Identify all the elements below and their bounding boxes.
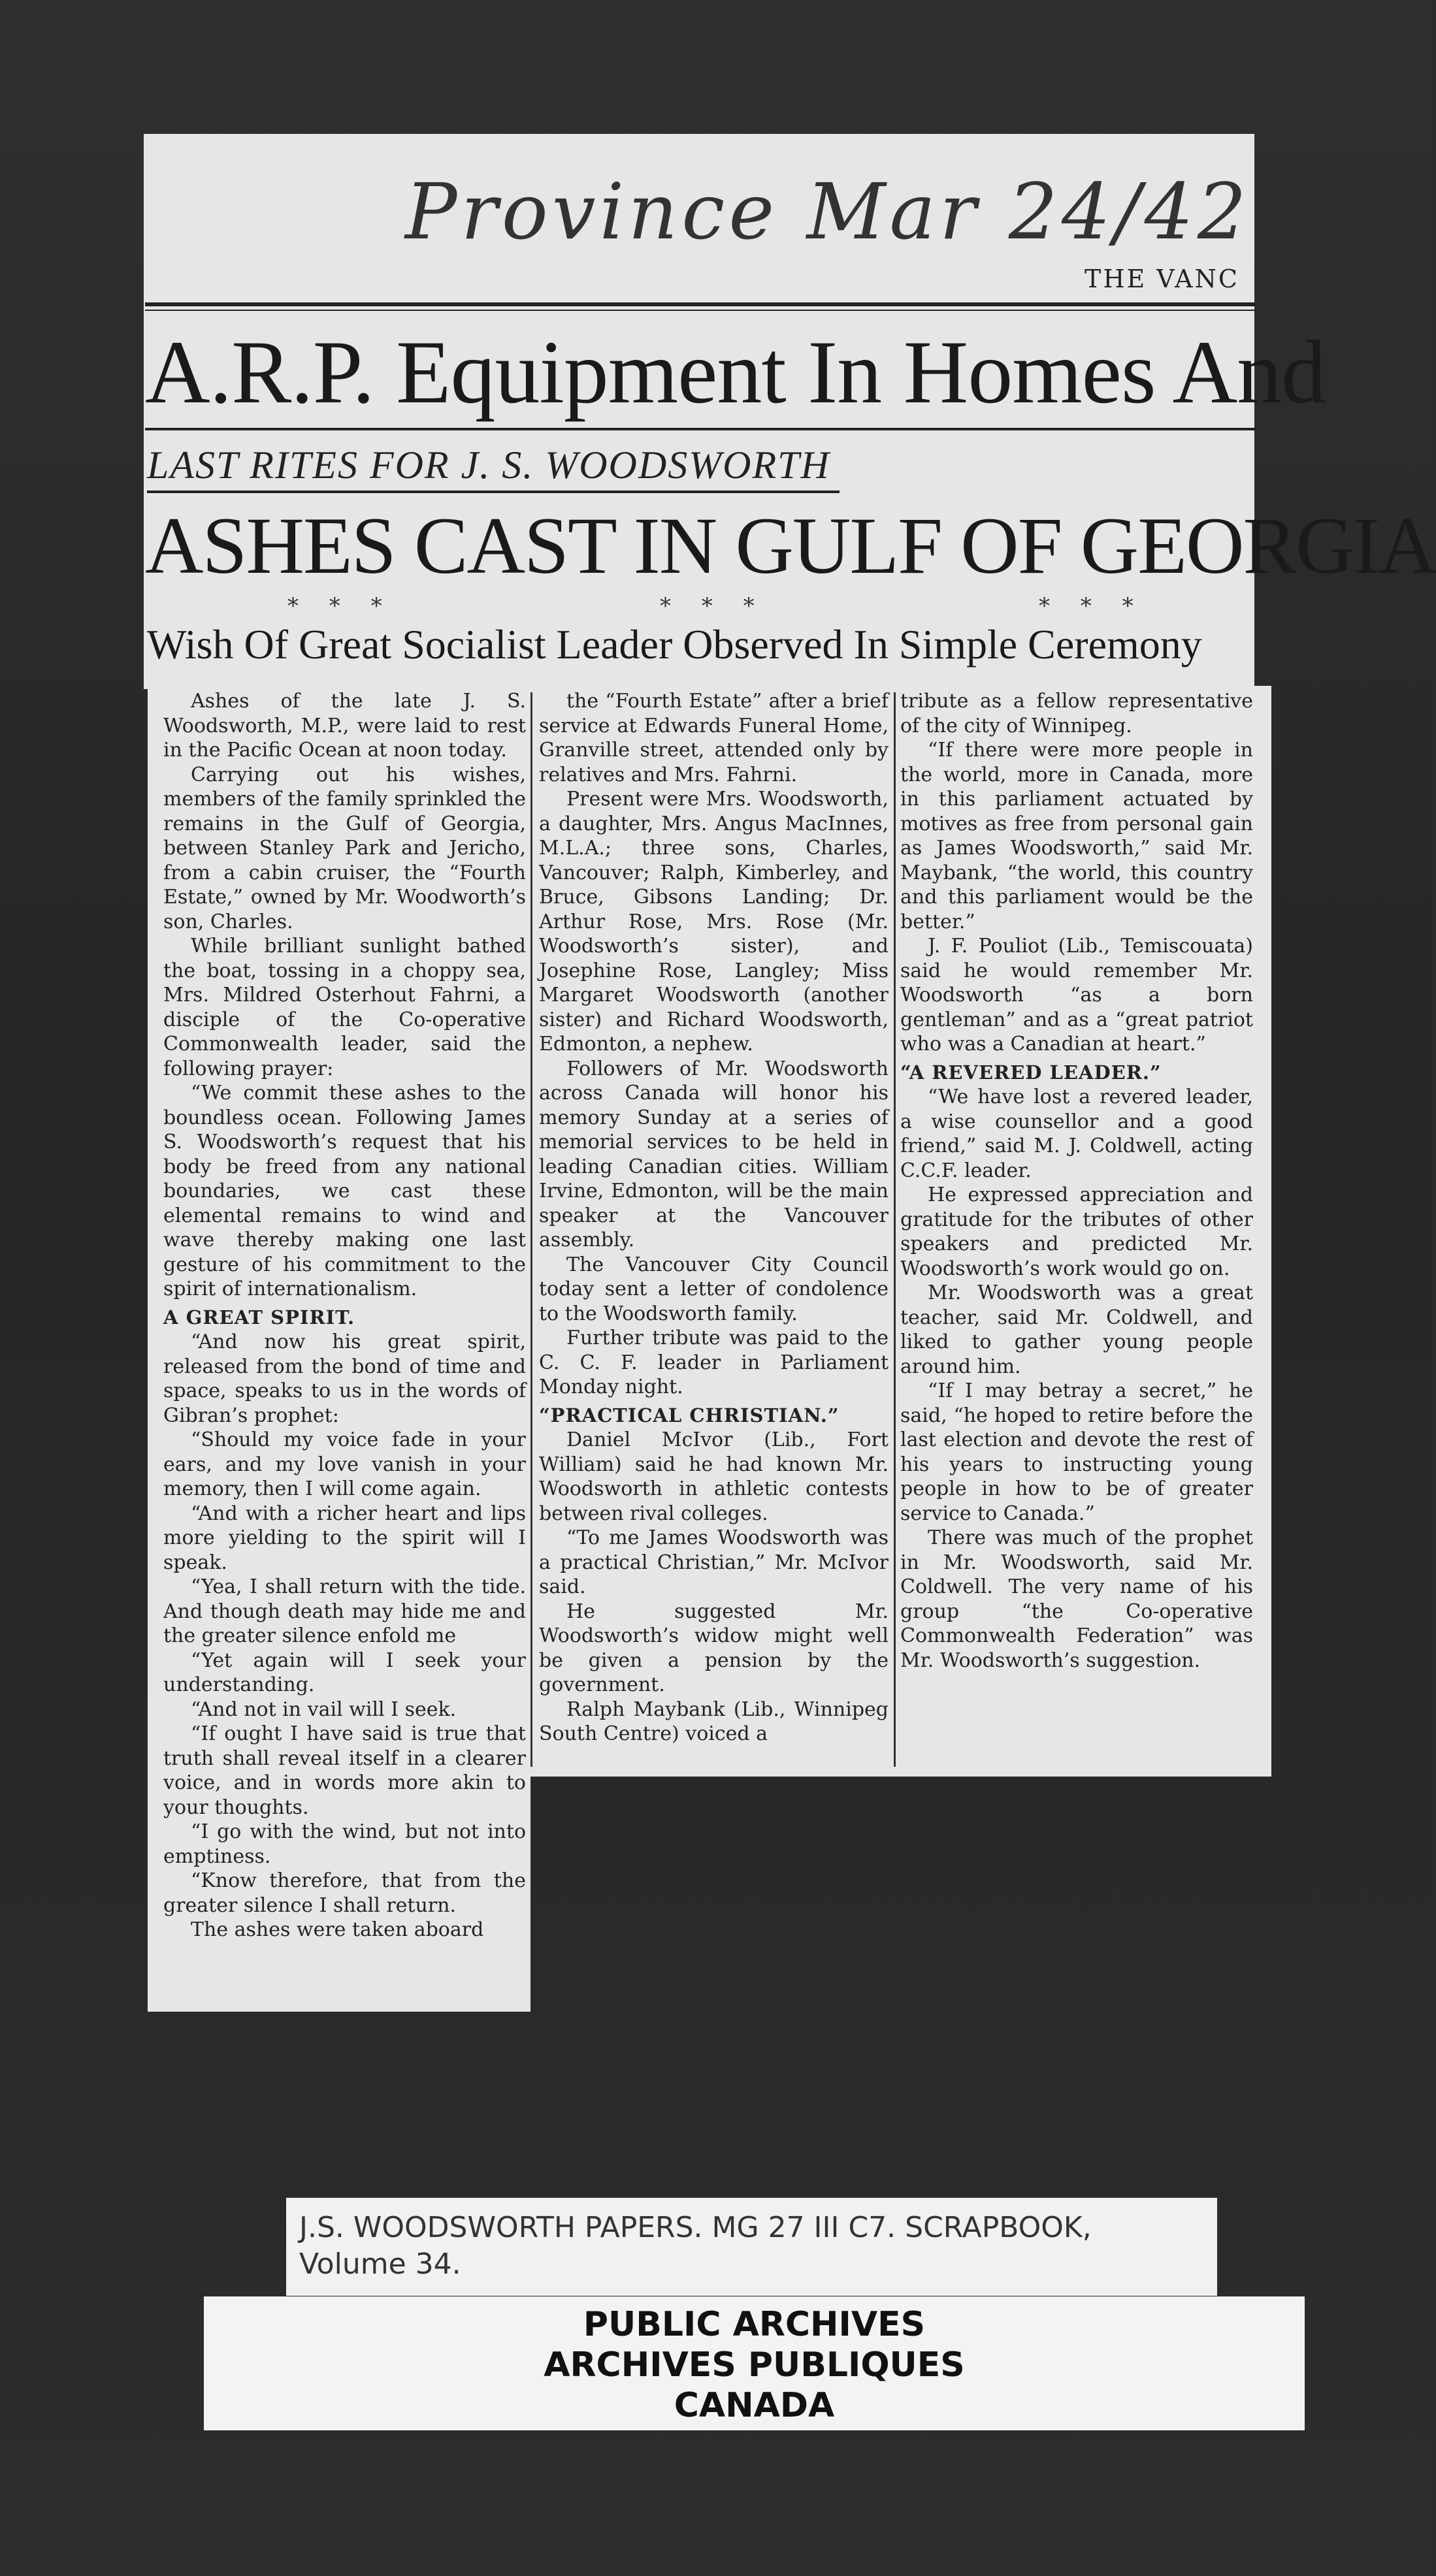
paragraph: Ralph Maybank (Lib., Winnipeg South Centre) voiced a <box>539 1698 889 1745</box>
kicker: LAST RITES FOR J. S. WOODSWORTH <box>147 443 840 493</box>
article-column-1 <box>163 689 526 2015</box>
paragraph: “And not in vail will I seek. <box>191 1698 457 1721</box>
column-divider-2 <box>894 692 896 1767</box>
subhead: “A REVERED LEADER.” <box>900 1061 1162 1084</box>
paragraph: Carrying out his wishes, members of the family sprinkled the remains in the Gulf of Georgia, between Stanley Park and Jericho, from a cabin cruiser, the “Fourth Estate,” owned by Mr. Woodworth’s son, Charles. <box>163 763 526 933</box>
paragraph: Daniel McIvor (Lib., Fort William) said he had known Mr. Woodsworth in athletic contests between rival colleges. <box>539 1428 889 1525</box>
article-column-2 <box>539 689 889 1773</box>
paragraph: There was much of the prophet in Mr. Woodsworth, said Mr. Coldwell. The very name of his group “the Co-operative Commonwealth Federation” was Mr. Woodsworth’s suggestion. <box>900 1526 1253 1672</box>
paragraph: “We have lost a revered leader, a wise counsellor and a good friend,” said M. J. Coldwell, acting C.C.F. leader. <box>900 1086 1253 1182</box>
handwritten-date-note: Province Mar 24/42 <box>405 167 1250 257</box>
archives-line-1: PUBLIC ARCHIVES <box>583 2305 926 2344</box>
top-headline: A.R.P. Equipment In Homes And <box>145 322 1326 422</box>
headline-rule <box>145 428 1256 430</box>
paragraph: He expressed appreciation and gratitude for the tributes of other speakers and predicted Mr. Woodsworth’s work would go on. <box>900 1183 1253 1280</box>
paragraph: the “Fourth Estate” after a brief service at Edwards Funeral Home, Granville street, attended only by relatives and Mrs. Fahrni. <box>539 690 889 786</box>
archives-line-2: ARCHIVES PUBLIQUES <box>544 2345 965 2385</box>
paragraph: Further tribute was paid to the C. C. F. leader in Parliament Monday night. <box>539 1327 889 1398</box>
main-headline: ASHES CAST IN GULF OF GEORGIA <box>145 501 1436 590</box>
paragraph: “And now his great spirit, released from the bond of time and space, speaks to us in the words of Gibran’s prophet: <box>163 1330 526 1427</box>
paragraph: Present were Mrs. Woodsworth, a daughter, Mrs. Angus MacInnes, M.L.A.; three sons, Charles, Vancouver; Ralph, Kimberley, and Bruce, Gibsons Landing; Dr. Arthur Rose, Mrs. Rose (Mr. Woodsworth’s sister), and Josephine Rose, Langley; Miss Margaret Woodsworth (another sister) and Richard Woodsworth, Edmonton, a nephew. <box>539 788 889 1055</box>
newspaper-name: THE VANC <box>1085 265 1239 293</box>
caption-line-1: J.S. WOODSWORTH PAPERS. MG 27 III C7. SCRAPBOOK, <box>299 2211 1092 2244</box>
deck-headline: Wish Of Great Socialist Leader Observed In Simple Ceremony <box>147 621 1202 668</box>
paragraph: “Yet again will I seek your understanding. <box>163 1649 526 1696</box>
subhead: A GREAT SPIRIT. <box>163 1306 355 1328</box>
paragraph: “If there were more people in the world, more in Canada, more in this parliament actuated by motives as free from personal gain as James Woodsworth,” said Mr. Maybank, “the world, this country and this parliament would be the better.” <box>900 739 1253 933</box>
paragraph: Followers of Mr. Woodsworth across Canada will honor his memory Sunday at a series of memorial services to be held in leading Canadian cities. William Irvine, Edmonton, will be the main speaker at the Vancouver assembly. <box>539 1057 889 1251</box>
top-rule <box>145 302 1256 306</box>
column-divider-1 <box>530 692 532 1767</box>
paragraph: Ashes of the late J. S. Woodsworth, M.P., were laid to rest in the Pacific Ocean at noon today. <box>163 690 526 762</box>
paragraph: “I go with the wind, but not into emptiness. <box>163 1820 526 1868</box>
paragraph: “If ought I have said is true that truth shall reveal itself in a clearer voice, and in words more akin to your thoughts. <box>163 1722 526 1819</box>
paragraph: “We commit these ashes to the boundless ocean. Following James S. Woodsworth’s request that his body be freed from any national boundaries, we cast these elemental remains to wind and wave thereby making one last gesture of his commitment to the spirit of internationalism. <box>163 1082 526 1300</box>
paragraph: The Vancouver City Council today sent a letter of condolence to the Woodsworth family. <box>539 1253 889 1325</box>
paragraph: Mr. Woodsworth was a great teacher, said Mr. Coldwell, and liked to gather young people around him. <box>900 1281 1253 1378</box>
archives-line-3: CANADA <box>674 2386 835 2425</box>
caption-line-2: Volume 34. <box>299 2247 461 2281</box>
paragraph: The ashes were taken aboard <box>191 1918 484 1941</box>
subhead: “PRACTICAL CHRISTIAN.” <box>539 1404 840 1426</box>
caption-text <box>299 2210 1214 2283</box>
top-rule-thin <box>145 310 1256 311</box>
paragraph: J. F. Pouliot (Lib., Temiscouata) said he would remember Mr. Woodsworth “as a born gentleman” and as a “great patriot who was a Canadian at heart.” <box>900 935 1253 1055</box>
paragraph: “If I may betray a secret,” he said, “he hoped to retire before the last election and devote the rest of his years to instructing young people in how to be of greater service to Canada.” <box>900 1379 1253 1525</box>
paragraph: “To me James Woodsworth was a practical Christian,” Mr. McIvor said. <box>539 1526 889 1598</box>
paragraph: “Should my voice fade in your ears, and my love vanish in your memory, then I will come again. <box>163 1428 526 1500</box>
stars-middle: * * * <box>660 593 766 619</box>
article-column-3 <box>900 689 1253 1773</box>
stars-left: * * * <box>287 593 394 619</box>
paragraph: “Know therefore, that from the greater silence I shall return. <box>163 1869 526 1917</box>
stars-right: * * * <box>1039 593 1145 619</box>
paragraph: tribute as a fellow representative of the city of Winnipeg. <box>900 690 1253 737</box>
paragraph: “And with a richer heart and lips more yielding to the spirit will I speak. <box>163 1502 526 1574</box>
paragraph: He suggested Mr. Woodsworth’s widow might well be given a pension by the government. <box>539 1600 889 1696</box>
paragraph: “Yea, I shall return with the tide. And though death may hide me and the greater silence enfold me <box>163 1575 526 1647</box>
paragraph: While brilliant sunlight bathed the boat, tossing in a choppy sea, Mrs. Mildred Osterhout Fahrni, a disciple of the Co-operative Commonwealth leader, said the following prayer: <box>163 935 526 1080</box>
archives-stamp <box>204 2304 1305 2426</box>
